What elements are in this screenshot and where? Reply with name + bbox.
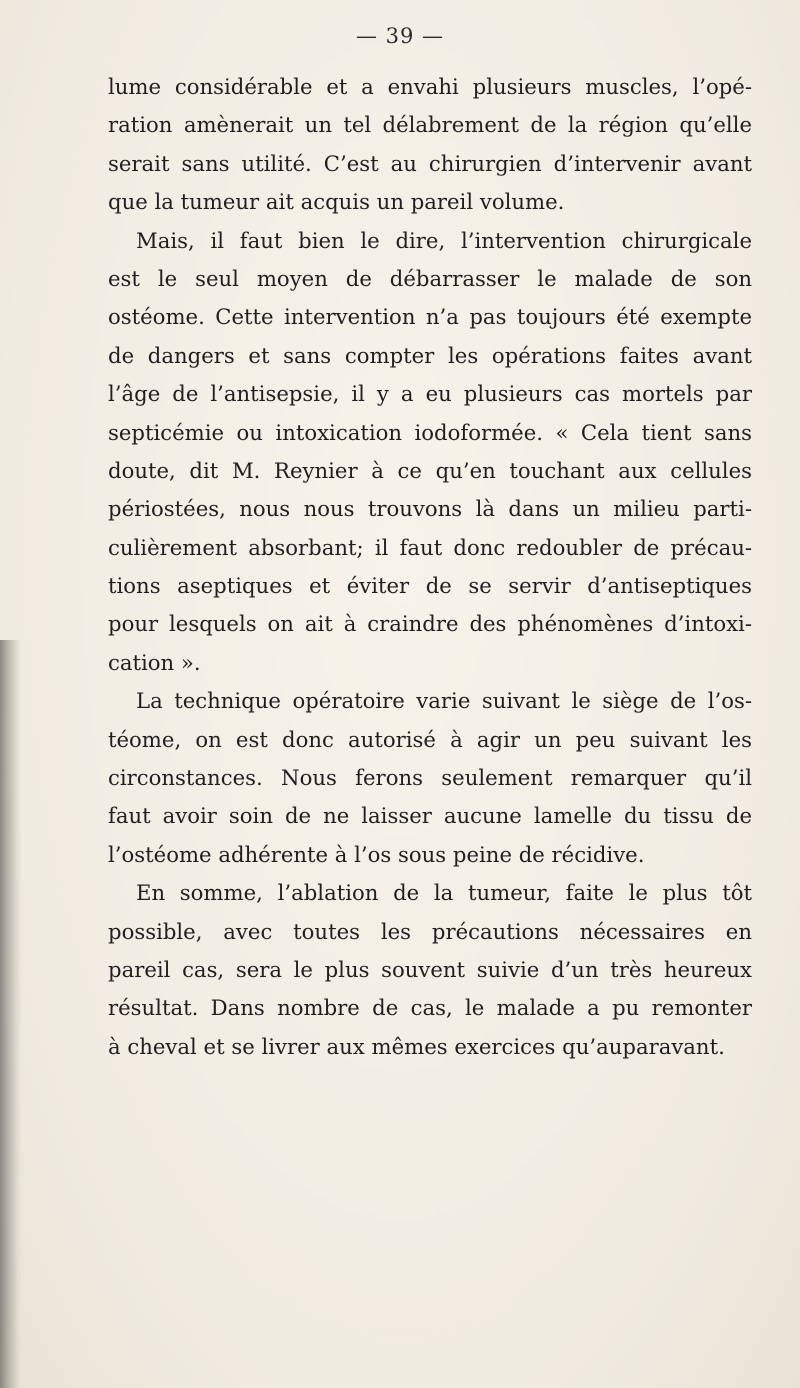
- text-line: l’âge de l’antisepsie, il y a eu plusieurs cas mortels par: [108, 381, 752, 407]
- text-line: circonstances. Nous ferons seulement remarquer qu’il: [108, 765, 752, 791]
- text-line: septicémie ou intoxication iodoformée. « Cela tient sans: [108, 419, 752, 445]
- text-line: doute, dit M. Reynier à ce qu’en touchant aux cellules: [108, 457, 752, 483]
- text-line: ration amènerait un tel délabrement de la région qu’elle: [108, 112, 752, 138]
- text-line: tions aseptiques et éviter de se servir d’antiseptiques: [108, 573, 752, 599]
- text-line: lume considérable et a envahi plusieurs muscles, l’opé-: [108, 74, 752, 99]
- text-line: serait sans utilité. C’est au chirurgien d’intervenir avant: [108, 150, 752, 176]
- text-line: pareil cas, sera le plus souvent suivie d’un très heureux: [108, 956, 752, 982]
- text-line: résultat. Dans nombre de cas, le malade a pu remonter: [108, 995, 752, 1021]
- text-line: Mais, il faut bien le dire, l’intervention chirurgicale: [136, 227, 752, 253]
- text-line: La technique opératoire varie suivant le siège de l’os-: [136, 688, 752, 714]
- text-line: faut avoir soin de ne laisser aucune lamelle du tissu de: [108, 803, 752, 829]
- text-line: périostées, nous nous trouvons là dans un milieu parti-: [108, 496, 752, 522]
- page-number: — 39 —: [355, 24, 445, 48]
- text-line: l’ostéome adhérente à l’os sous peine de récidive.: [108, 841, 645, 867]
- binding-shadow: [0, 640, 22, 1388]
- text-line: cation ».: [108, 649, 201, 675]
- text-line: culièrement absorbant; il faut donc redoubler de précau-: [108, 534, 752, 560]
- text-line: que la tumeur ait acquis un pareil volume.: [108, 189, 565, 215]
- text-line: à cheval et se livrer aux mêmes exercices qu’auparavant.: [108, 1033, 725, 1059]
- text-line: possible, avec toutes les précautions nécessaires en: [108, 918, 752, 944]
- text-line: de dangers et sans compter les opérations faites avant: [108, 342, 752, 368]
- body-text: [108, 68, 752, 1066]
- text-line: En somme, l’ablation de la tumeur, faite le plus tôt: [136, 880, 752, 906]
- text-line: téome, on est donc autorisé à agir un peu suivant les: [108, 726, 752, 752]
- text-line: est le seul moyen de débarrasser le malade de son: [108, 265, 752, 291]
- text-line: ostéome. Cette intervention n’a pas toujours été exempte: [108, 304, 752, 330]
- text-line: pour lesquels on ait à craindre des phénomènes d’intoxi-: [108, 611, 752, 637]
